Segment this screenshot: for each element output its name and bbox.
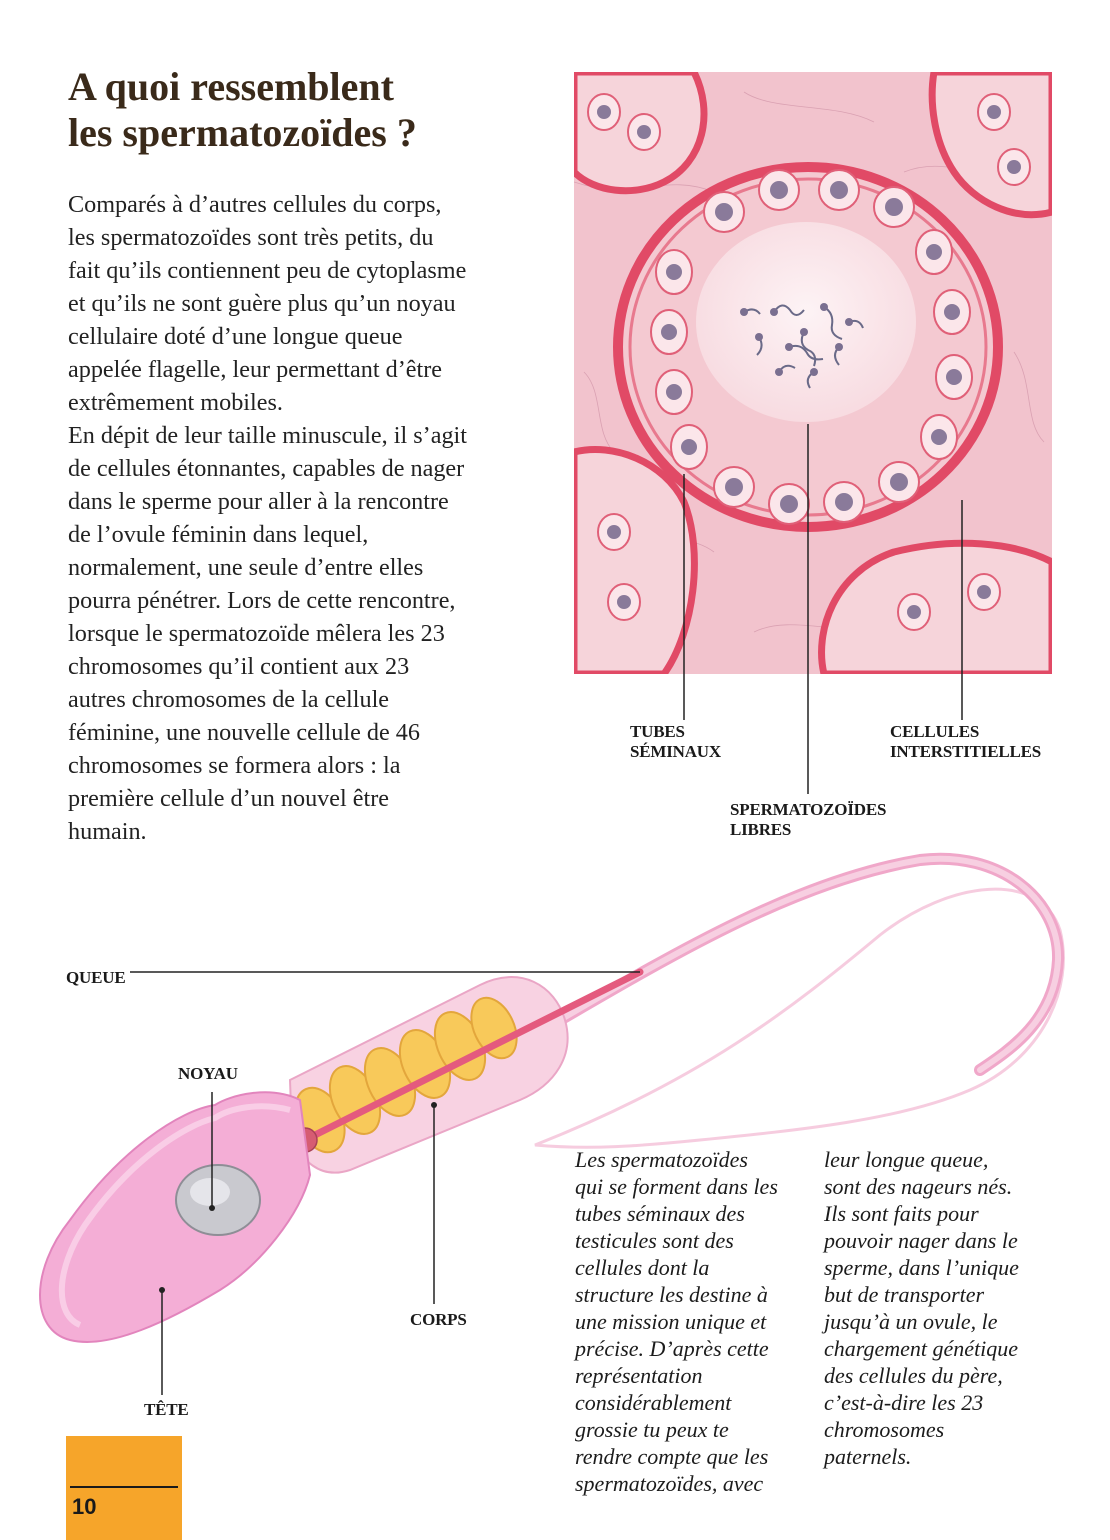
page-number-tab bbox=[66, 1436, 182, 1540]
caption-line: précise. D’après cette bbox=[575, 1336, 769, 1361]
caption-line: chromosomes bbox=[824, 1417, 945, 1442]
label-cellules-interstitielles bbox=[890, 722, 1041, 762]
page-number-rule bbox=[70, 1486, 178, 1488]
label-line: SPERMATOZOÏDES bbox=[730, 800, 887, 819]
intro-line: En dépit de leur taille minuscule, il s’agit bbox=[68, 422, 467, 449]
caption-line: pouvoir nager dans le bbox=[824, 1228, 1018, 1253]
label-line: LIBRES bbox=[730, 820, 792, 839]
caption-line: représentation bbox=[575, 1363, 703, 1388]
caption-column-2 bbox=[824, 1146, 1064, 1470]
intro-line: de cellules étonnantes, capables de nager bbox=[68, 455, 465, 482]
title-line-2: les spermatozoïdes ? bbox=[68, 110, 417, 155]
label-spermatozoides-libres bbox=[730, 800, 886, 840]
intro-line: humain. bbox=[68, 818, 147, 845]
intro-line: de l’ovule féminin dans lequel, bbox=[68, 521, 369, 548]
intro-line: fait qu’ils contiennent peu de cytoplasme bbox=[68, 257, 467, 284]
caption-line: structure les destine à bbox=[575, 1282, 768, 1307]
label-tete: TÊTE bbox=[144, 1400, 189, 1419]
caption-line: sont des nageurs nés. bbox=[824, 1174, 1013, 1199]
intro-line: chromosomes se formera alors : la bbox=[68, 752, 401, 779]
title-line-1: A quoi ressemblent bbox=[68, 64, 394, 109]
caption-line: Les spermatozoïdes bbox=[575, 1147, 748, 1172]
label-line: TUBES bbox=[630, 722, 685, 741]
intro-line: chromosomes qu’il contient aux 23 bbox=[68, 653, 410, 680]
label-line: CELLULES bbox=[890, 722, 980, 741]
intro-line: appelée flagelle, leur permettant d’être bbox=[68, 356, 443, 383]
caption-line: rendre compte que les bbox=[575, 1444, 769, 1469]
intro-line: normalement, une seule d’entre elles bbox=[68, 554, 424, 581]
caption-line: tubes séminaux des bbox=[575, 1201, 745, 1226]
intro-line: dans le sperme pour aller à la rencontre bbox=[68, 488, 449, 515]
page-title bbox=[68, 64, 568, 156]
caption-line: des cellules du père, bbox=[824, 1363, 1003, 1388]
intro-line: Comparés à d’autres cellules du corps, bbox=[68, 191, 442, 218]
intro-line: autres chromosomes de la cellule bbox=[68, 686, 390, 713]
intro-line: et qu’ils ne sont guère plus qu’un noyau bbox=[68, 290, 456, 317]
caption-line: c’est-à-dire les 23 bbox=[824, 1390, 984, 1415]
caption-line: qui se forment dans les bbox=[575, 1174, 778, 1199]
caption-line: grossie tu peux te bbox=[575, 1417, 729, 1442]
tissue-drawing bbox=[574, 72, 1052, 674]
tubule-cross-section-illustration bbox=[574, 72, 1052, 674]
intro-line: pourra pénétrer. Lors de cette rencontre, bbox=[68, 587, 456, 614]
intro-line: lorsque le spermatozoïde mêlera les 23 bbox=[68, 620, 445, 647]
caption-line: spermatozoïdes, avec bbox=[575, 1471, 764, 1496]
label-queue: QUEUE bbox=[66, 968, 126, 987]
intro-line: extrêmement mobiles. bbox=[68, 389, 283, 416]
caption-line: leur longue queue, bbox=[824, 1147, 989, 1172]
caption-line: jusqu’à un ovule, le bbox=[824, 1309, 998, 1334]
caption-column-1 bbox=[575, 1146, 815, 1497]
page-number: 10 bbox=[72, 1494, 97, 1519]
label-line: INTERSTITIELLES bbox=[890, 742, 1042, 761]
nucleus-shape bbox=[176, 1165, 260, 1235]
caption-line: sperme, dans l’unique bbox=[824, 1255, 1019, 1280]
caption-line: but de transporter bbox=[824, 1282, 985, 1307]
intro-line: première cellule d’un nouvel être bbox=[68, 785, 390, 812]
label-corps: CORPS bbox=[410, 1310, 467, 1329]
intro-line: cellulaire doté d’une longue queue bbox=[68, 323, 403, 350]
label-noyau: NOYAU bbox=[178, 1064, 238, 1083]
label-tubes-seminaux bbox=[630, 722, 721, 762]
caption-line: testicules sont des bbox=[575, 1228, 734, 1253]
intro-paragraph bbox=[68, 188, 558, 848]
caption-line: paternels. bbox=[824, 1444, 912, 1469]
intro-line: féminine, une nouvelle cellule de 46 bbox=[68, 719, 420, 746]
intro-line: les spermatozoïdes sont très petits, du bbox=[68, 224, 434, 251]
caption-line: considérablement bbox=[575, 1390, 732, 1415]
label-line: SÉMINAUX bbox=[630, 742, 721, 761]
caption-line: Ils sont faits pour bbox=[824, 1201, 979, 1226]
caption-line: une mission unique et bbox=[575, 1309, 767, 1334]
caption-line: cellules dont la bbox=[575, 1255, 710, 1280]
caption-line: chargement génétique bbox=[824, 1336, 1019, 1361]
